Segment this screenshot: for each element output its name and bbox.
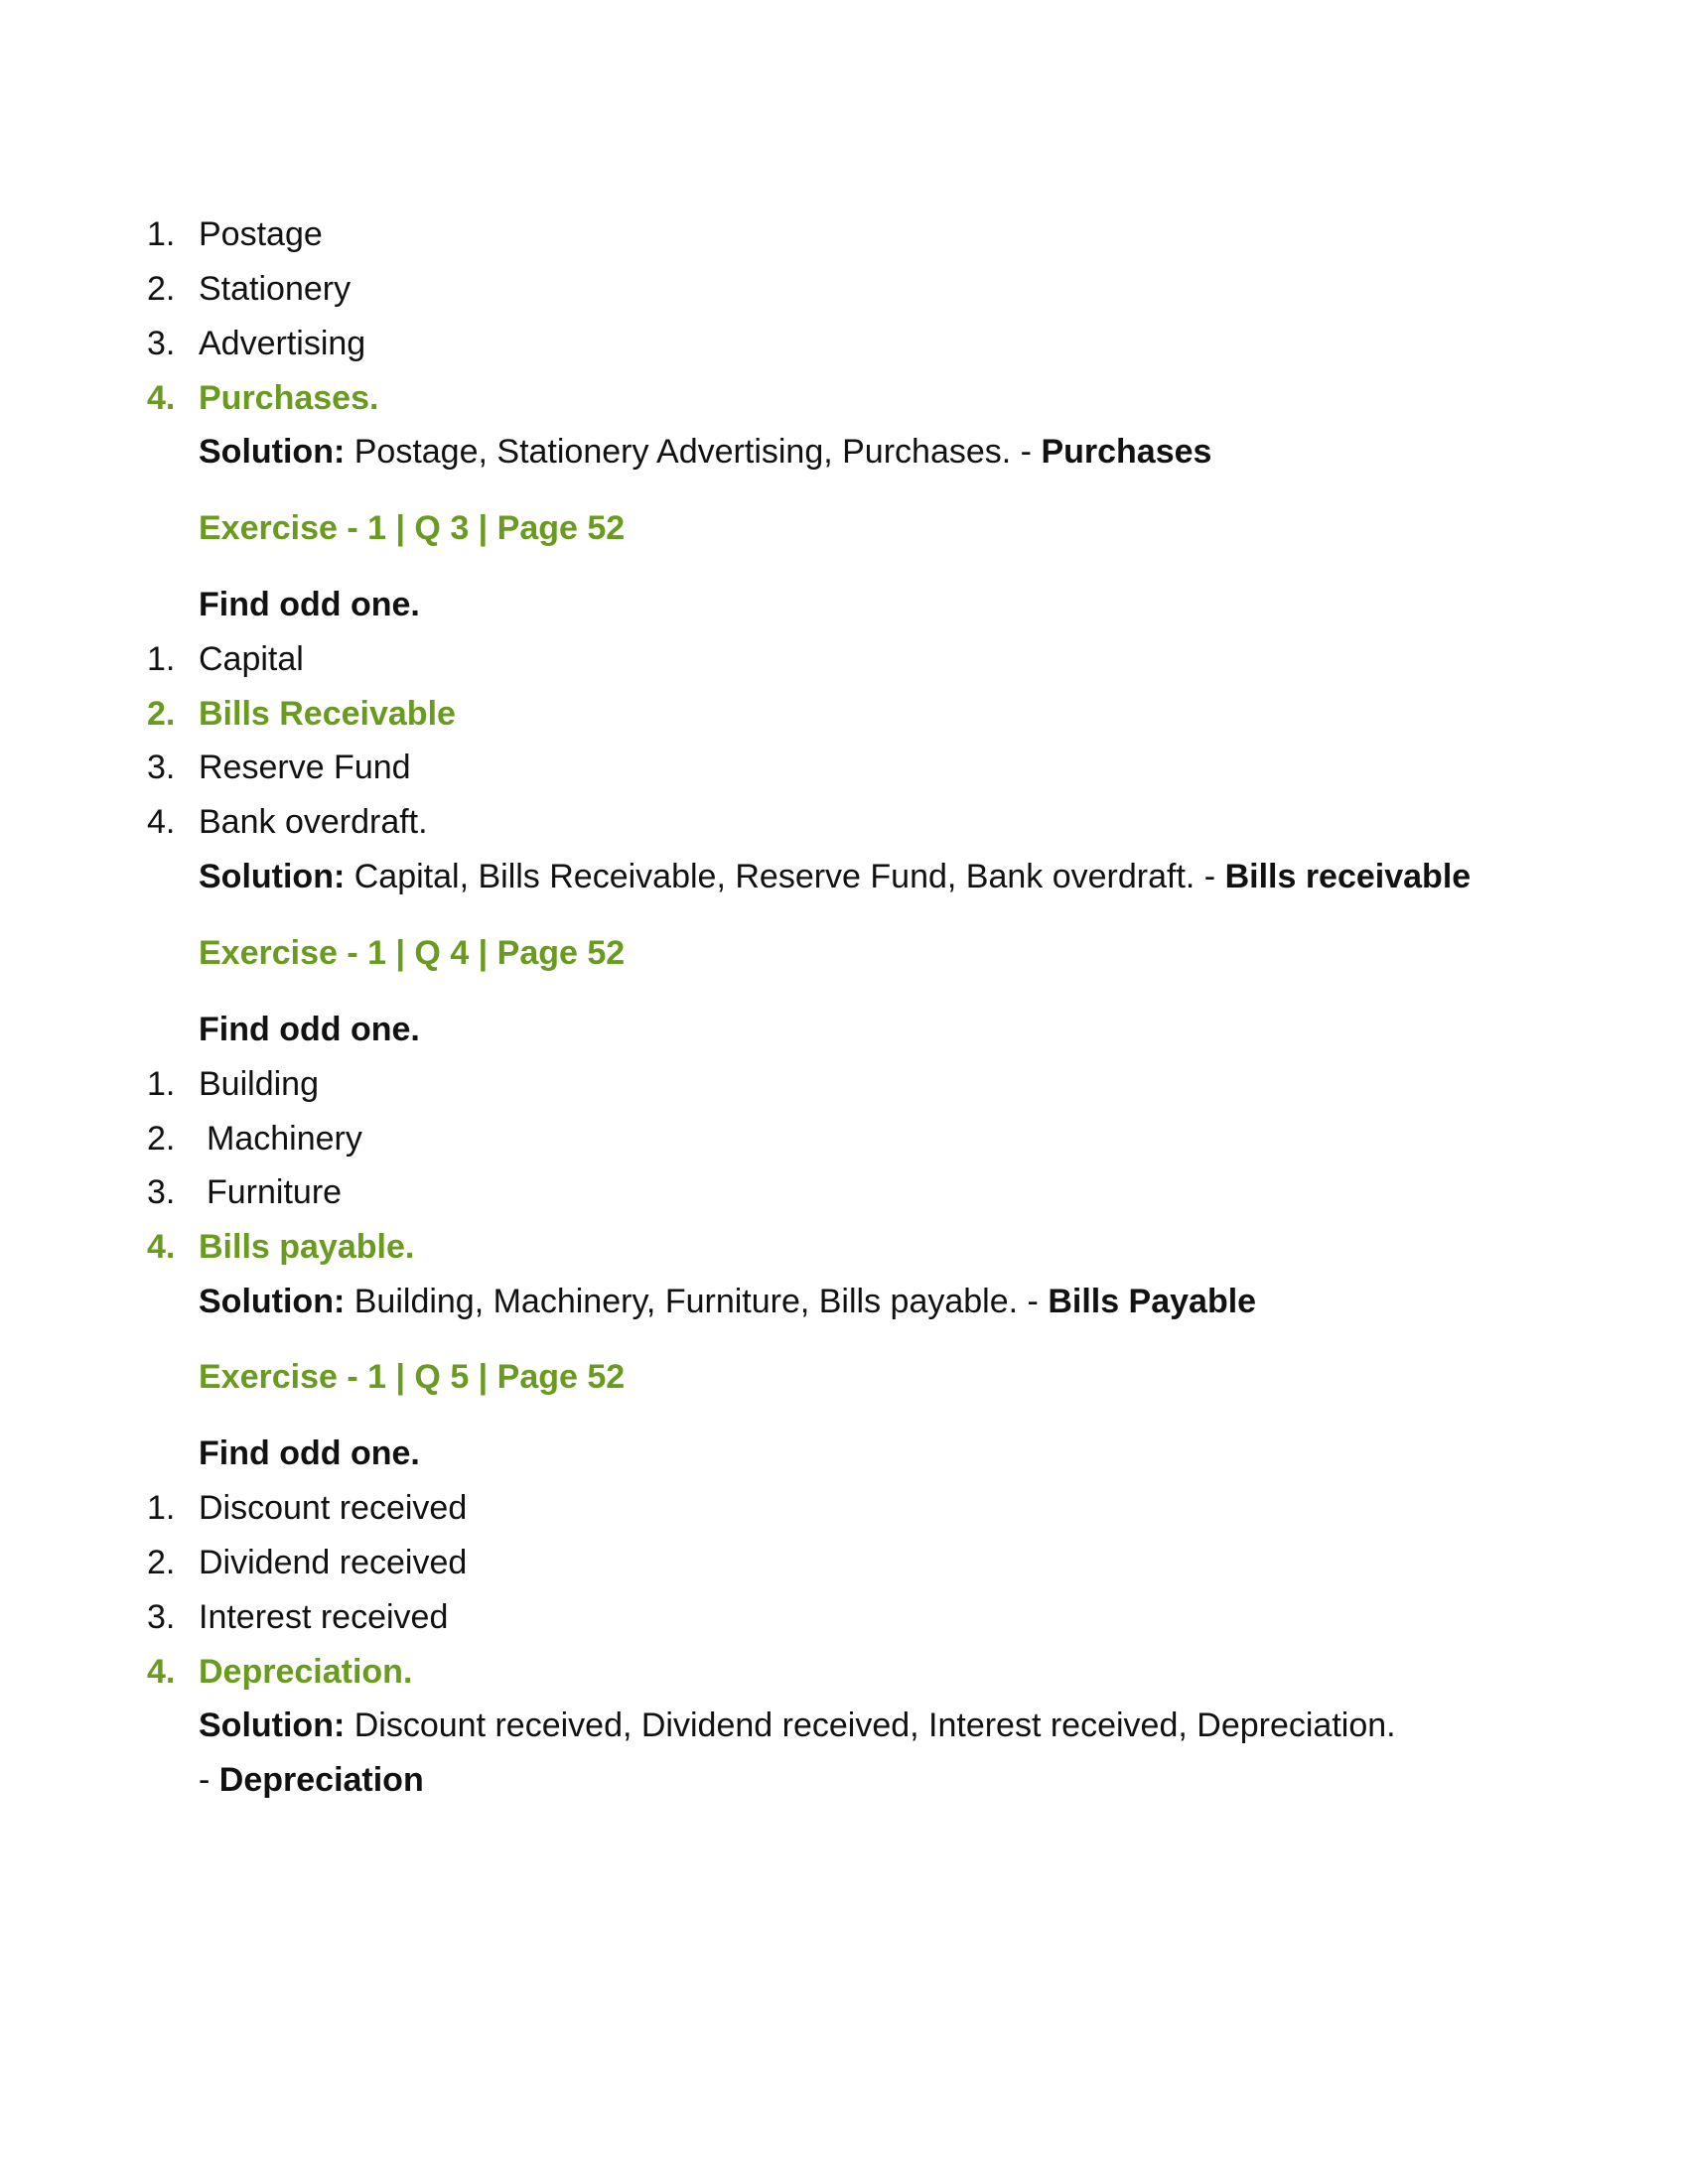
option-number: 1. (147, 640, 176, 678)
option-text: Advertising (199, 325, 366, 362)
solution-text: Postage, Stationery Advertising, Purchases. - (345, 433, 1042, 471)
option-number: 4. (147, 379, 176, 417)
solution-label: Solution: (199, 1706, 346, 1744)
exercise-heading: Exercise - 1 | Q 5 | Page 52 (199, 1358, 626, 1396)
option-text: Furniture (207, 1173, 343, 1211)
option-text: Capital (199, 640, 304, 678)
question-title: Find odd one. (199, 1011, 420, 1048)
solution-line (199, 1282, 1256, 1321)
option-text: Bank overdraft. (199, 803, 428, 841)
solution-answer-line (199, 1760, 424, 1800)
solution-line (199, 1706, 1396, 1745)
option-number: 1. (147, 1065, 176, 1103)
solution-text: Capital, Bills Receivable, Reserve Fund, Bank overdraft. - (345, 858, 1225, 895)
option-text: Stationery (199, 270, 352, 308)
option-text: Discount received (199, 1489, 468, 1527)
option-text: Machinery (207, 1120, 362, 1158)
question-title: Find odd one. (199, 1434, 420, 1472)
exercise-heading: Exercise - 1 | Q 4 | Page 52 (199, 934, 626, 972)
option-number: 2. (147, 1544, 176, 1581)
solution-text: Building, Machinery, Furniture, Bills payable. - (345, 1283, 1049, 1320)
option-number: 1. (147, 215, 176, 253)
option-number: 2. (147, 1120, 176, 1158)
option-text: Building (199, 1065, 319, 1103)
solution-line (199, 857, 1471, 896)
option-number: 2. (147, 695, 176, 733)
option-text: Purchases. (199, 379, 379, 417)
option-number: 1. (147, 1489, 176, 1527)
solution-text: Discount received, Dividend received, Interest received, Depreciation. (345, 1706, 1396, 1744)
solution-label: Solution: (199, 858, 346, 895)
question-title: Find odd one. (199, 586, 420, 623)
solution-answer: Depreciation (218, 1761, 424, 1799)
option-text: Dividend received (199, 1544, 468, 1581)
option-number: 3. (147, 325, 176, 362)
solution-label: Solution: (199, 1283, 346, 1320)
solution-line (199, 432, 1211, 472)
option-text: Reserve Fund (199, 749, 411, 786)
option-number: 2. (147, 270, 176, 308)
solution-answer: Purchases (1041, 433, 1212, 471)
solution-answer: Bills Payable (1048, 1283, 1257, 1320)
option-text: Bills payable. (199, 1228, 415, 1266)
option-number: 4. (147, 1228, 176, 1266)
option-text: Interest received (199, 1598, 449, 1636)
solution-answer: Bills receivable (1224, 858, 1472, 895)
option-text: Depreciation. (199, 1653, 413, 1691)
option-text: Postage (199, 215, 323, 253)
solution-label: Solution: (199, 433, 346, 471)
option-number: 3. (147, 1598, 176, 1636)
exercise-heading: Exercise - 1 | Q 3 | Page 52 (199, 509, 626, 547)
solution-dash: - (199, 1761, 219, 1799)
option-text: Bills Receivable (199, 695, 456, 733)
option-number: 3. (147, 749, 176, 786)
option-number: 4. (147, 1653, 176, 1691)
option-number: 3. (147, 1173, 176, 1211)
option-number: 4. (147, 803, 176, 841)
